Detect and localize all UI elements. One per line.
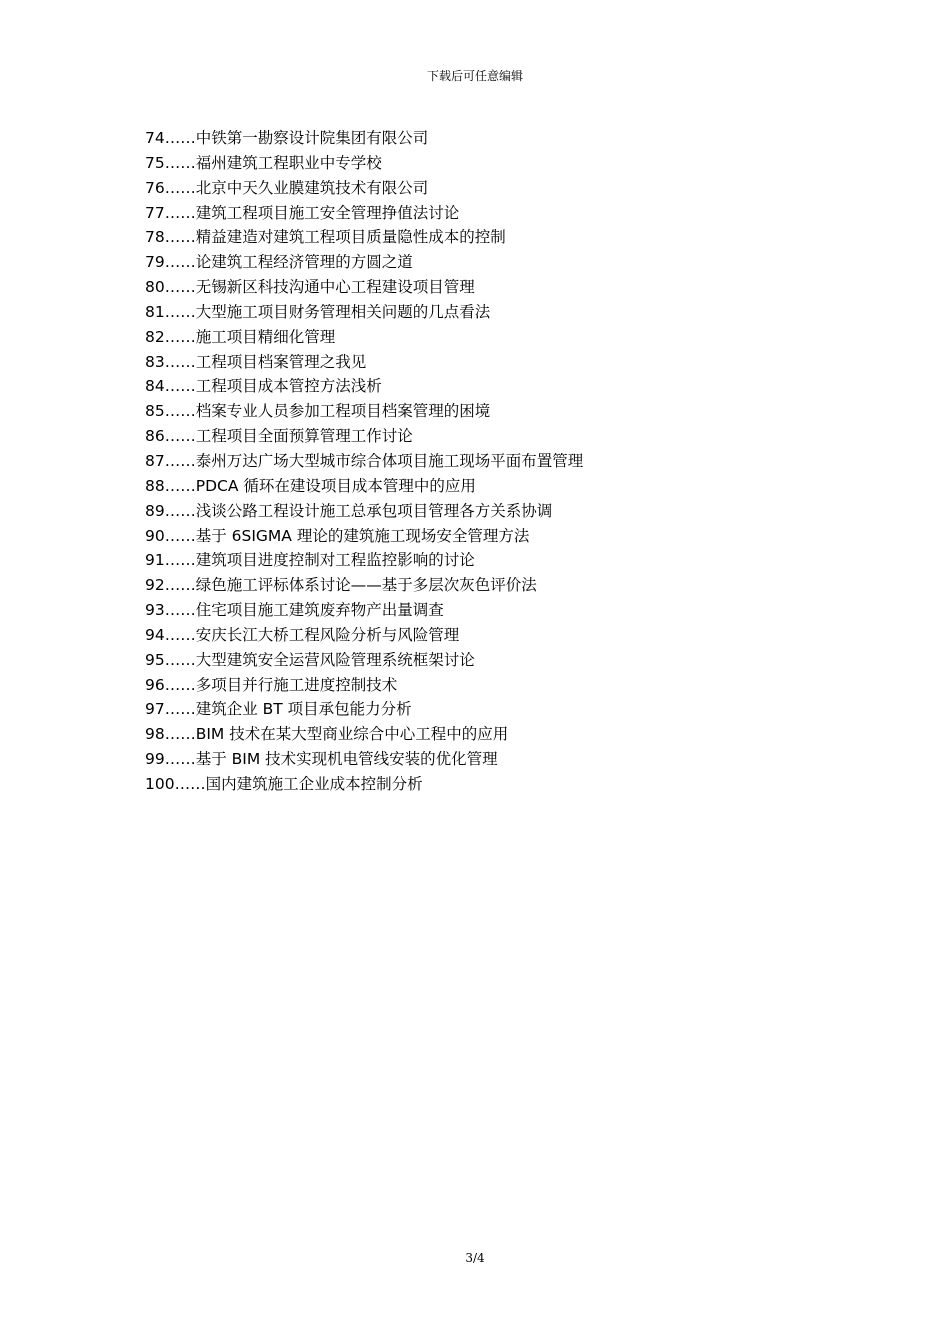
list-item: 100……国内建筑施工企业成本控制分析 [145, 774, 423, 793]
list-item: 82……施工项目精细化管理 [145, 327, 336, 346]
list-item: 97……建筑企业 BT 项目承包能力分析 [145, 700, 412, 719]
list-item: 96……多项目并行施工进度控制技术 [145, 675, 398, 694]
list-item: 90……基于 6SIGMA 理论的建筑施工现场安全管理方法 [145, 526, 530, 545]
list-item: 94……安庆长江大桥工程风险分析与风险管理 [145, 625, 460, 644]
list-item: 95……大型建筑安全运营风险管理系统框架讨论 [145, 650, 475, 669]
list-item: 80……无锡新区科技沟通中心工程建设项目管理 [145, 278, 475, 297]
list-item: 89……浅谈公路工程设计施工总承包项目管理各方关系协调 [145, 501, 553, 520]
list-item: 74……中铁第一勘察设计院集团有限公司 [145, 129, 429, 147]
entry-list [145, 126, 583, 797]
list-item: 98……BIM 技术在某大型商业综合中心工程中的应用 [145, 725, 509, 744]
list-item: 84……工程项目成本管控方法浅析 [145, 377, 382, 396]
page-number: 3/4 [465, 1251, 485, 1265]
list-item: 91……建筑项目进度控制对工程监控影响的讨论 [145, 551, 475, 570]
list-item: 81……大型施工项目财务管理相关问题的几点看法 [145, 302, 491, 321]
list-item: 83……工程项目档案管理之我见 [145, 352, 367, 371]
list-item: 92……绿色施工评标体系讨论——基于多层次灰色评价法 [145, 576, 537, 595]
list-item: 86……工程项目全面预算管理工作讨论 [145, 427, 413, 446]
list-item: 93……住宅项目施工建筑废弃物产出量调查 [145, 601, 444, 620]
list-item: 76……北京中天久业膜建筑技术有限公司 [145, 178, 429, 197]
list-item: 79……论建筑工程经济管理的方圆之道 [145, 253, 413, 272]
list-item: 75……福州建筑工程职业中专学校 [145, 153, 382, 172]
list-item: 78……精益建造对建筑工程项目质量隐性成本的控制 [145, 228, 506, 247]
list-item: 99……基于 BIM 技术实现机电管线安装的优化管理 [145, 750, 498, 769]
list-item: 77……建筑工程项目施工安全管理挣值法讨论 [145, 203, 460, 222]
header-note: 下载后可任意编辑 [426, 69, 523, 83]
list-item: 85……档案专业人员参加工程项目档案管理的困境 [145, 402, 491, 421]
list-item: 87……泰州万达广场大型城市综合体项目施工现场平面布置管理 [145, 451, 584, 470]
list-item: 88……PDCA 循环在建设项目成本管理中的应用 [145, 476, 476, 495]
